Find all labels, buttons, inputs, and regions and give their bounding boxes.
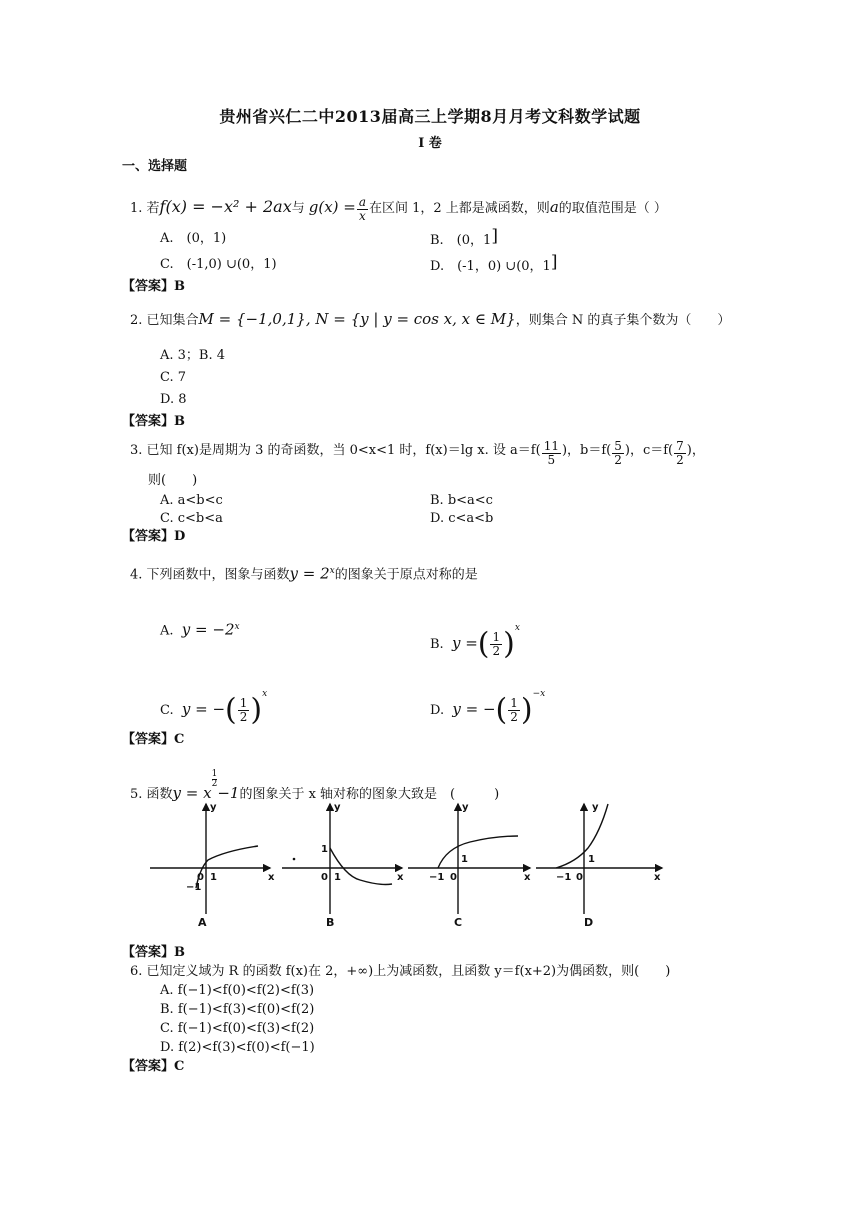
q3-b-denominator: 2 bbox=[614, 453, 622, 467]
q4-a-label: A. bbox=[160, 623, 174, 639]
graph-a-neg-one: −1 bbox=[186, 882, 202, 893]
page-subtitle: I 卷 bbox=[418, 136, 442, 151]
question-6-stem: 6. 已知定义域为 R 的函数 f(x)在 2，+∞)上为减函数，且函数 y＝f(x+2)为偶函数，则( ) bbox=[130, 964, 671, 979]
q6-option-b: B. f(−1)<f(3)<f(0)<f(2) bbox=[160, 1002, 315, 1017]
q1-option-b-text: B. (0，1 bbox=[430, 233, 492, 248]
graph-c-zero: 0 bbox=[450, 872, 457, 883]
q2-set-expression: M = {−1,0,1}, N = {y | y = cos x, x ∈ M} bbox=[198, 310, 516, 328]
q4-d-paren-right: ) bbox=[520, 692, 533, 728]
q3-c-denominator: 2 bbox=[676, 453, 684, 467]
graph-c-label: C bbox=[454, 916, 463, 929]
q2-answer: 【答案】B bbox=[122, 414, 185, 429]
q4-d-y: y = − bbox=[452, 700, 496, 718]
q5-prefix: 5. 函数 bbox=[130, 787, 173, 802]
q4-option-c bbox=[160, 674, 267, 731]
q5-func: y = x bbox=[172, 784, 212, 802]
q4-b-den: 2 bbox=[492, 644, 501, 658]
graph-d-one: 1 bbox=[588, 854, 595, 865]
q4-c-num: 1 bbox=[239, 696, 248, 710]
q4-a-exp: x bbox=[234, 622, 240, 632]
question-4-stem bbox=[130, 562, 478, 584]
q2-prefix: 2. 已知集合 bbox=[130, 313, 199, 328]
q4-d-num: 1 bbox=[510, 696, 518, 710]
graph-d-label: D bbox=[584, 916, 594, 929]
q4-c-fraction bbox=[238, 697, 250, 724]
graph-b-zero: 0 bbox=[321, 872, 328, 883]
q4-text: 的图象关于原点对称的是 bbox=[334, 567, 478, 583]
q1-var: a bbox=[549, 198, 559, 216]
q4-b-y: y = bbox=[451, 634, 478, 652]
graph-a-one: 1 bbox=[210, 872, 217, 883]
q1-option-d bbox=[430, 252, 558, 276]
q3-answer: 【答案】D bbox=[122, 529, 186, 544]
graph-b-label: B bbox=[326, 916, 335, 929]
graph-d-x-label: x bbox=[654, 872, 661, 883]
q4-answer: 【答案】C bbox=[122, 732, 185, 747]
q1-answer: 【答案】B bbox=[122, 279, 185, 294]
q4-option-b bbox=[430, 608, 520, 665]
q3-text-2: )，b＝f( bbox=[561, 443, 612, 458]
q4-func-exp: x bbox=[329, 566, 335, 576]
q1-g-fraction bbox=[357, 196, 368, 223]
q6-answer: 【答案】C bbox=[122, 1059, 185, 1074]
q1-text: 在区间 1，2 上都是减函数，则 bbox=[369, 201, 550, 216]
graph-b-one-x: 1 bbox=[334, 872, 341, 883]
graph-c-neg-one: −1 bbox=[429, 872, 445, 883]
q4-option-d bbox=[430, 674, 545, 731]
q3-option-a: A. a<b<c bbox=[160, 493, 223, 508]
question-3-stem bbox=[130, 440, 705, 467]
q4-c-exp: x bbox=[262, 689, 268, 699]
q1-option-b bbox=[430, 226, 498, 250]
q4-a-expr: y = −2 bbox=[181, 620, 235, 639]
q1-f-expression: f(x) = −x² + 2ax bbox=[159, 197, 292, 216]
q4-d-exp: −x bbox=[532, 689, 546, 699]
q4-b-fraction bbox=[490, 631, 502, 658]
q6-option-a: A. f(−1)<f(0)<f(2)<f(3) bbox=[160, 983, 315, 998]
q2-option-d: D. 8 bbox=[160, 392, 187, 407]
graph-c-x-label: x bbox=[524, 872, 531, 883]
graph-d-y-label: y bbox=[592, 802, 599, 813]
q4-b-exp: x bbox=[514, 623, 520, 633]
q5-func-tail: −1 bbox=[217, 784, 240, 802]
q5-graphs bbox=[0, 796, 860, 946]
graph-b-y-label: y bbox=[334, 802, 341, 813]
q2-option-ab: A. 3；B. 4 bbox=[160, 348, 226, 363]
graph-c-y-label: y bbox=[462, 802, 469, 813]
q2-text: ，则集合 N 的真子集个数为（ ） bbox=[515, 313, 731, 328]
graph-d-curve bbox=[556, 804, 608, 868]
q5-exp-den: 2 bbox=[211, 779, 218, 789]
section-heading: 一、选择题 bbox=[122, 159, 188, 174]
q3-fraction-a bbox=[542, 440, 561, 467]
q1-with: 与 bbox=[291, 201, 305, 216]
q1-g-lhs: g(x) = bbox=[308, 198, 356, 216]
q1-g-denominator: x bbox=[359, 209, 366, 223]
q4-option-a bbox=[160, 618, 240, 640]
q1-option-a: A. (0，1) bbox=[160, 231, 227, 246]
q3-text-3: )，c＝f( bbox=[624, 443, 674, 458]
graph-a-zero: 0 bbox=[197, 872, 204, 883]
q4-d-den: 2 bbox=[510, 710, 518, 724]
graph-b-x-label: x bbox=[397, 872, 404, 883]
q4-c-paren-right: ) bbox=[250, 692, 263, 728]
q4-b-paren-left: ( bbox=[477, 626, 490, 662]
q4-c-label: C. bbox=[160, 703, 174, 718]
q1-option-d-text: D. (-1，0) ∪(0，1 bbox=[430, 259, 551, 274]
q3-option-b: B. b<a<c bbox=[430, 493, 493, 508]
q3-fraction-b bbox=[612, 440, 624, 467]
q4-d-paren-left: ( bbox=[495, 692, 508, 728]
q4-b-paren-right: ) bbox=[503, 626, 515, 662]
q4-c-y: y = − bbox=[181, 700, 226, 718]
q1-g-numerator: a bbox=[358, 195, 366, 209]
q4-prefix: 4. 下列函数中，图象与函数 bbox=[130, 567, 290, 583]
q3-option-d: D. c<a<b bbox=[430, 511, 494, 526]
q3-option-c: C. c<b<a bbox=[160, 511, 223, 526]
q1-option-b-bracket: ] bbox=[491, 226, 498, 246]
q1-option-d-bracket: ] bbox=[550, 252, 558, 272]
q6-option-c: C. f(−1)<f(0)<f(3)<f(2) bbox=[160, 1021, 315, 1036]
q3-text-4: )， bbox=[686, 443, 705, 458]
q3-b-numerator: 5 bbox=[614, 439, 622, 453]
q4-c-paren-left: ( bbox=[225, 692, 237, 728]
q3-text-1: 3. 已知 f(x)是周期为 3 的奇函数，当 0<x<1 时，f(x)＝lg x. 设 a＝f( bbox=[130, 443, 541, 458]
q5-text: 的图象关于 x 轴对称的图象大致是 ( ) bbox=[239, 787, 500, 802]
q5-answer: 【答案】B bbox=[122, 945, 185, 960]
graph-a-y-label: y bbox=[210, 802, 217, 813]
q5-exp-num: 1 bbox=[211, 769, 218, 779]
q4-func: y = 2 bbox=[289, 564, 330, 583]
q3-then: 则( ) bbox=[148, 473, 198, 488]
q1-text-2: 的取值范围是（ ） bbox=[558, 201, 667, 216]
graph-d-zero: 0 bbox=[576, 872, 583, 883]
graph-a-x-label: x bbox=[268, 872, 275, 883]
page-title: 贵州省兴仁二中2013届高三上学期8月月考文科数学试题 bbox=[219, 107, 641, 126]
q6-option-d: D. f(2)<f(3)<f(0)<f(−1) bbox=[160, 1040, 315, 1055]
graph-b-one-y: 1 bbox=[321, 844, 328, 855]
q3-c-numerator: 7 bbox=[676, 439, 684, 453]
question-1-stem bbox=[130, 196, 667, 223]
q3-fraction-c bbox=[674, 440, 686, 467]
q3-a-numerator: 11 bbox=[543, 439, 559, 453]
graph-c-curve bbox=[438, 836, 518, 868]
q4-d-label: D. bbox=[430, 703, 445, 718]
graph-c-one: 1 bbox=[461, 854, 468, 865]
question-2-stem bbox=[130, 310, 730, 330]
q2-option-c: C. 7 bbox=[160, 370, 187, 385]
graph-a-label: A bbox=[198, 916, 207, 929]
graph-b-dot bbox=[293, 858, 296, 861]
q4-b-label: B. bbox=[430, 637, 444, 652]
q3-a-denominator: 5 bbox=[547, 453, 556, 467]
q4-c-den: 2 bbox=[239, 710, 248, 724]
q4-b-num: 1 bbox=[492, 630, 501, 644]
q1-option-c: C. (-1,0) ∪(0，1) bbox=[160, 257, 277, 272]
q4-d-fraction bbox=[508, 697, 520, 724]
graph-d-neg-one: −1 bbox=[556, 872, 572, 883]
q1-prefix: 1. 若 bbox=[130, 201, 160, 216]
